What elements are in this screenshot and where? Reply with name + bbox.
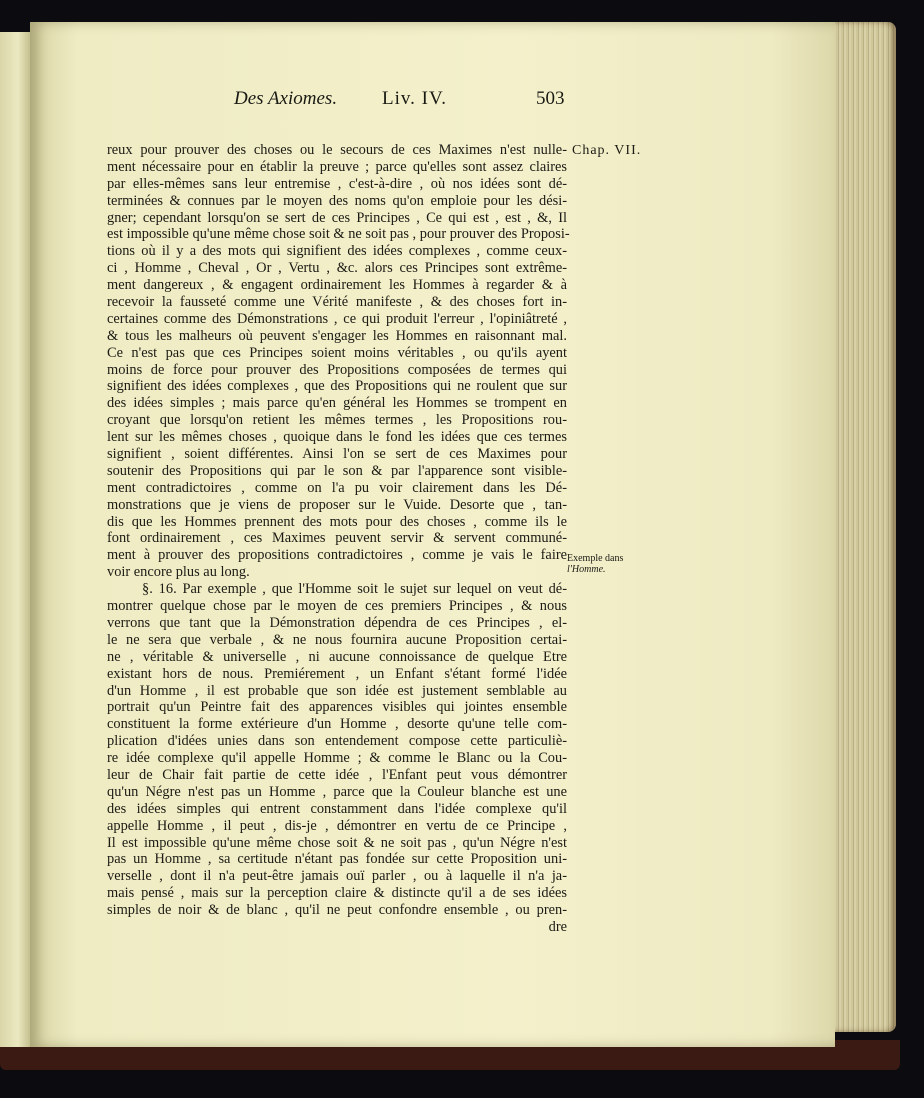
text-line: le ne sera que verbale , & ne nous fournira aucune Proposition certai-	[107, 631, 567, 648]
text-line: est impossible qu'une même chose soit & ne soit pas , pour prouver des Proposi-	[107, 226, 570, 243]
text-line: d'un Homme , il est probable que son idée est justement semblable au	[107, 682, 567, 699]
text-line: reux pour prouver des choses ou le secours de ces Maximes n'est nulle-	[107, 142, 567, 158]
text-line: gner; cependant lorsqu'on se sert de ces Principes , Ce qui est , est , &, Il	[107, 209, 567, 226]
text-line: re idée complexe qu'il appelle Homme ; & comme le Blanc ou la Cou-	[107, 750, 567, 767]
text-line: moins de force pour prouver des Propositions composées de termes qui	[107, 361, 567, 378]
text-line: par elles-mêmes sans leur entremise , c'est-à-dire , où nos idées sont dé-	[107, 175, 567, 192]
page-number: 503	[536, 88, 565, 109]
text-line: constituent la forme extérieure d'un Homme , desorte qu'une telle com-	[107, 716, 567, 733]
text-line: dre	[548, 918, 567, 935]
text-line: croyant que lorsqu'on retient les mêmes termes , les Propositions rou-	[107, 412, 567, 429]
margin-chapter: Chap. VII.	[572, 143, 642, 158]
margin-note-line: l'Homme.	[567, 564, 606, 575]
margin-note-line: Exemple dans	[567, 553, 624, 564]
text-line: portrait qu'un Peintre fait des apparences visibles qui jointes ensemble	[107, 699, 567, 716]
text-line: Il est impossible qu'une même chose soit & ne soit pas , qu'un Négre n'est	[107, 834, 567, 851]
text-line: des idées simples ; mais parce qu'en général les Hommes se trompent en	[107, 395, 567, 412]
text-line: terminées & connues par le moyen des noms qu'on emploie pour les dési-	[107, 192, 567, 209]
text-line: ment à prouver des propositions contradictoires , comme je vais le faire	[107, 547, 567, 564]
text-line: lent sur les mêmes choses , quoique dans le fond les idées que ces termes	[107, 429, 567, 446]
text-line: plication d'idées unies dans son entendement compose cette particuliè-	[107, 733, 567, 750]
text-line: ci , Homme , Cheval , Or , Vertu , &c. alors ces Principes sont extrême-	[107, 260, 567, 277]
text-line: font ordinairement , ces Maximes peuvent servir & servent communé-	[107, 530, 567, 547]
text-line: signifient des idées complexes , que des Propositions qui ne roulent que sur	[107, 378, 567, 395]
text-line: ne , véritable & universelle , ni aucune connoissance de quelque Etre	[107, 648, 567, 665]
page-edges	[826, 22, 896, 1032]
body-text	[107, 142, 570, 936]
text-line: pas un Homme , sa certitude n'étant pas fondée sur cette Proposition uni-	[107, 851, 567, 868]
text-line: & tous les malheurs où peuvent s'engager les Hommes en raisonnant mal.	[107, 327, 567, 344]
text-line: §. 16. Par exemple , que l'Homme soit le sujet sur lequel on veut dé-	[142, 581, 567, 598]
text-line: certaines comme des Démonstrations , ce qui produit l'erreur , l'opiniâtreté ,	[107, 310, 567, 327]
text-line: voir encore plus au long.	[107, 564, 250, 581]
text-line: soutenir des Propositions qui par le son & par l'apparence sont visible-	[107, 462, 567, 479]
text-line: ment dangereux , & engagent ordinairement les Hommes à regarder & à	[107, 277, 567, 294]
text-line: appelle Homme , il peut , dis-je , démontrer en vertu de ce Principe ,	[107, 817, 567, 834]
text-line: existant hors de nous. Premiérement , un Enfant s'étant formé l'idée	[107, 665, 567, 682]
margin-note	[567, 553, 647, 575]
text-line: signifient , soient différentes. Ainsi l'on se sert de ces Maximes pour	[107, 446, 567, 463]
running-header	[230, 88, 570, 118]
text-line: ment contradictoires , comme on l'a pu voir clairement dans les Dé-	[107, 479, 567, 496]
text-line: verrons que tant que la Démonstration dépendra de ces Principes , el-	[107, 614, 567, 631]
text-line: dis que les Hommes prennent des mots pour des choses , comme ils le	[107, 513, 567, 530]
text-line: mais pensé , mais sur la perception claire & distincte qu'il a de ses idées	[107, 885, 567, 902]
left-page-edge	[0, 32, 30, 1047]
text-line: leur de Chair fait partie de cette idée , l'Enfant peut vous démontrer	[107, 766, 567, 783]
text-line: montrer quelque chose par le moyen de ces premiers Principes , & nous	[107, 598, 567, 615]
text-line: recevoir la fausseté comme une Vérité manifeste , & des choses fort in-	[107, 294, 567, 311]
header-title: Des Axiomes.	[234, 88, 338, 109]
text-line: monstrations que je viens de proposer sur le Vuide. Desorte que , tan-	[107, 496, 567, 513]
header-book: Liv. IV.	[382, 88, 447, 109]
text-line: tions où il y a des mots qui signifient des idées complexes , comme ceux-	[107, 243, 567, 260]
text-line: qu'un Négre n'est pas un Homme , parce que la Couleur blanche est une	[107, 783, 567, 800]
text-line: des idées simples qui entrent constamment dans l'idée complexe qu'il	[107, 800, 567, 817]
text-line: ment nécessaire pour en établir la preuve ; parce qu'elles sont assez claires	[107, 158, 567, 175]
text-line: simples de noir & de blanc , qu'il ne peut confondre ensemble , ou pren-	[107, 902, 567, 919]
text-line: Ce n'est pas que ces Principes soient moins véritables , ou qu'ils ayent	[107, 344, 567, 361]
text-line: verselle , dont il n'a peut-être jamais ouï parler , ou à laquelle il n'a ja-	[107, 868, 567, 885]
